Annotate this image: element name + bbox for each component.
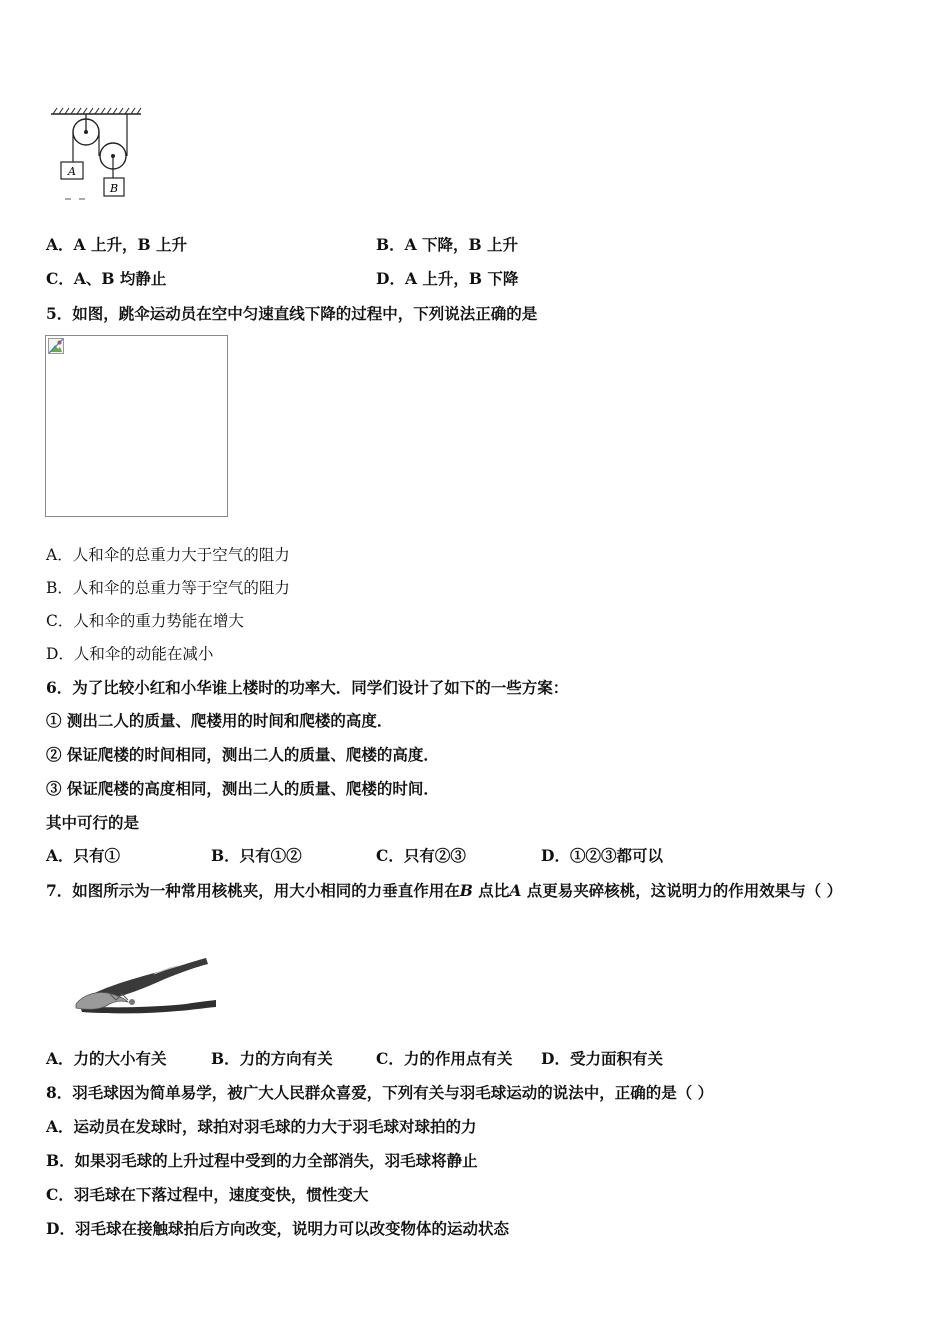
q7-option-a[interactable]: A．力的大小有关 [46, 1049, 167, 1068]
q7-option-b[interactable]: B．力的方向有关 [211, 1049, 333, 1068]
block-b-label: B [109, 182, 119, 195]
pulley-diagram [45, 104, 155, 204]
q6-prompt: 其中可行的是 [46, 813, 140, 832]
q8-option-c[interactable]: C．羽毛球在下落过程中，速度变快，惯性变大 [46, 1185, 369, 1204]
q8-option-b[interactable]: B．如果羽毛球的上升过程中受到的力全部消失，羽毛球将静止 [46, 1151, 478, 1170]
q6-plan-1: ① 测出二人的质量、爬楼用的时间和爬楼的高度． [46, 711, 393, 730]
q4-option-a[interactable]: A．A 上升，B 上升 [46, 235, 187, 254]
q5-stem: 5．如图，跳伞运动员在空中匀速直线下降的过程中，下列说法正确的是 [46, 304, 538, 323]
q7-option-c[interactable]: C．力的作用点有关 [376, 1049, 513, 1068]
q6-plan-2: ② 保证爬楼的时间相同，测出二人的质量、爬楼的高度． [46, 745, 439, 764]
q5-option-b[interactable]: B．人和伞的总重力等于空气的阻力 [46, 579, 290, 597]
q8-option-d[interactable]: D．羽毛球在接触球拍后方向改变，说明力可以改变物体的运动状态 [46, 1219, 509, 1238]
point-b-label: B [459, 881, 473, 900]
broken-image-icon [48, 338, 64, 354]
q4-option-c[interactable]: C．A、B 均静止 [46, 269, 167, 288]
q5-option-c[interactable]: C．人和伞的重力势能在增大 [46, 612, 244, 630]
q6-stem: 6．为了比较小红和小华谁上楼时的功率大．同学们设计了如下的一些方案： [46, 678, 569, 697]
q6-option-a[interactable]: A．只有① [46, 846, 121, 865]
q6-option-b[interactable]: B．只有①② [211, 846, 302, 865]
nutcracker-figure [66, 950, 226, 1022]
q7-stem: 7．如图所示为一种常用核桃夹，用大小相同的力垂直作用在B 点比A 点更易夹碎核桃，这说明力的作用效果与（ ） [46, 881, 843, 900]
q6-option-d[interactable]: D．①②③都可以 [541, 846, 663, 865]
q4-option-d[interactable]: D．A 上升，B 下降 [376, 269, 519, 288]
q5-image-placeholder [45, 335, 228, 517]
q7-option-d[interactable]: D．受力面积有关 [541, 1049, 663, 1068]
q8-stem: 8．羽毛球因为简单易学，被广大人民群众喜爱，下列有关与羽毛球运动的说法中，正确的是（ ） [46, 1083, 714, 1102]
q5-option-d[interactable]: D．人和伞的动能在减小 [46, 645, 214, 663]
q5-option-a[interactable]: A．人和伞的总重力大于空气的阻力 [46, 546, 290, 564]
q6-plan-3: ③ 保证爬楼的高度相同，测出二人的质量、爬楼的时间． [46, 779, 439, 798]
q4-option-b[interactable]: B．A 下降，B 上升 [376, 235, 519, 254]
block-a-label: A [68, 165, 76, 178]
point-a-label: A [509, 881, 522, 900]
q8-option-a[interactable]: A．运动员在发球时，球拍对羽毛球的力大于羽毛球对球拍的力 [46, 1117, 477, 1136]
q6-option-c[interactable]: C．只有②③ [376, 846, 466, 865]
